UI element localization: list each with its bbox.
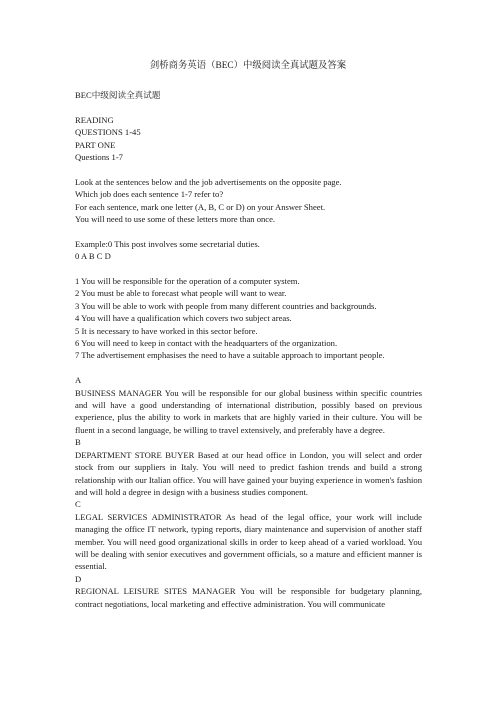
spacer: [75, 362, 422, 374]
part-heading: PART ONE: [75, 139, 116, 150]
question-sentence: 2 You must be able to forecast what people will want to wear.: [75, 288, 287, 299]
document-title: 剑桥商务英语（BEC）中级阅读全真试题及答案: [149, 61, 347, 71]
ad-letter: C: [75, 499, 81, 510]
instruction-line: For each sentence, mark one letter (A, B, C or D) on your Answer Sheet.: [75, 201, 326, 212]
instruction-line: Which job does each sentence 1-7 refer to?: [75, 189, 224, 200]
document-body: [75, 89, 422, 610]
question-sentence: 4 You will have a qualification which covers two subject areas.: [75, 313, 292, 324]
example-sentence: Example:0 This post involves some secretarial duties.: [75, 238, 260, 249]
questions-range: QUESTIONS 1-45: [75, 127, 141, 138]
question-sentence: 6 You will need to keep in contact with the headquarters of the organization.: [75, 338, 338, 349]
job-advertisement: DEPARTMENT STORE BUYER Based at our head office in London, you will select and order stock from our suppliers in Italy. You will need to predict fashion trends and build a strong relationship with our Italian office. You will have gained your buying experience in women's fashion and will hold a degree in design with a business studies component.: [75, 449, 422, 497]
spacer: [75, 163, 422, 175]
job-advertisement: REGIONAL LEISURE SITES MANAGER You will be responsible for budgetary planning, contract negotiations, local marketing and effective administration. You will communicate: [75, 586, 422, 609]
question-sentence: 1 You will be responsible for the operation of a computer system.: [75, 276, 300, 287]
section-heading: READING: [75, 114, 114, 125]
spacer: [75, 101, 422, 113]
job-advertisement: BUSINESS MANAGER You will be responsible for our global business within specific countries and will have a good understanding of international distribution, possibly based on previous experience, plus the ability to work in markets that are highly varied in their culture. You will be fluent in a second language, be willing to travel extensively, and preferably have a degree.: [75, 387, 422, 435]
instruction-line: Look at the sentences below and the job advertisements on the opposite page.: [75, 176, 342, 187]
spacer: [75, 225, 422, 237]
ad-letter: A: [75, 375, 82, 386]
part-questions: Questions 1-7: [75, 152, 123, 163]
question-sentence: 3 You will be able to work with people from many different countries and backgrounds.: [75, 300, 377, 311]
ad-letter: B: [75, 437, 81, 448]
ad-letter: D: [75, 573, 82, 584]
subtitle: BEC中级阅读全真试题: [75, 90, 161, 100]
question-sentence: 7 The advertisement emphasises the need to have a suitable approach to important people.: [75, 350, 385, 361]
instruction-line: You will need to use some of these letters more than once.: [75, 214, 276, 225]
spacer: [75, 263, 422, 275]
question-sentence: 5 It is necessary to have worked in this sector before.: [75, 325, 258, 336]
example-options: 0 A B C D: [75, 251, 111, 262]
job-advertisement: LEGAL SERVICES ADMINISTRATOR As head of the legal office, your work will include managing the office IT network, typing reports, diary maintenance and supervision of another staff member. You will need good organizational skills in order to keep ahead of a varied workload. You will be dealing with senior executives and government officials, so a mature and efficient manner is essential.: [75, 511, 422, 572]
